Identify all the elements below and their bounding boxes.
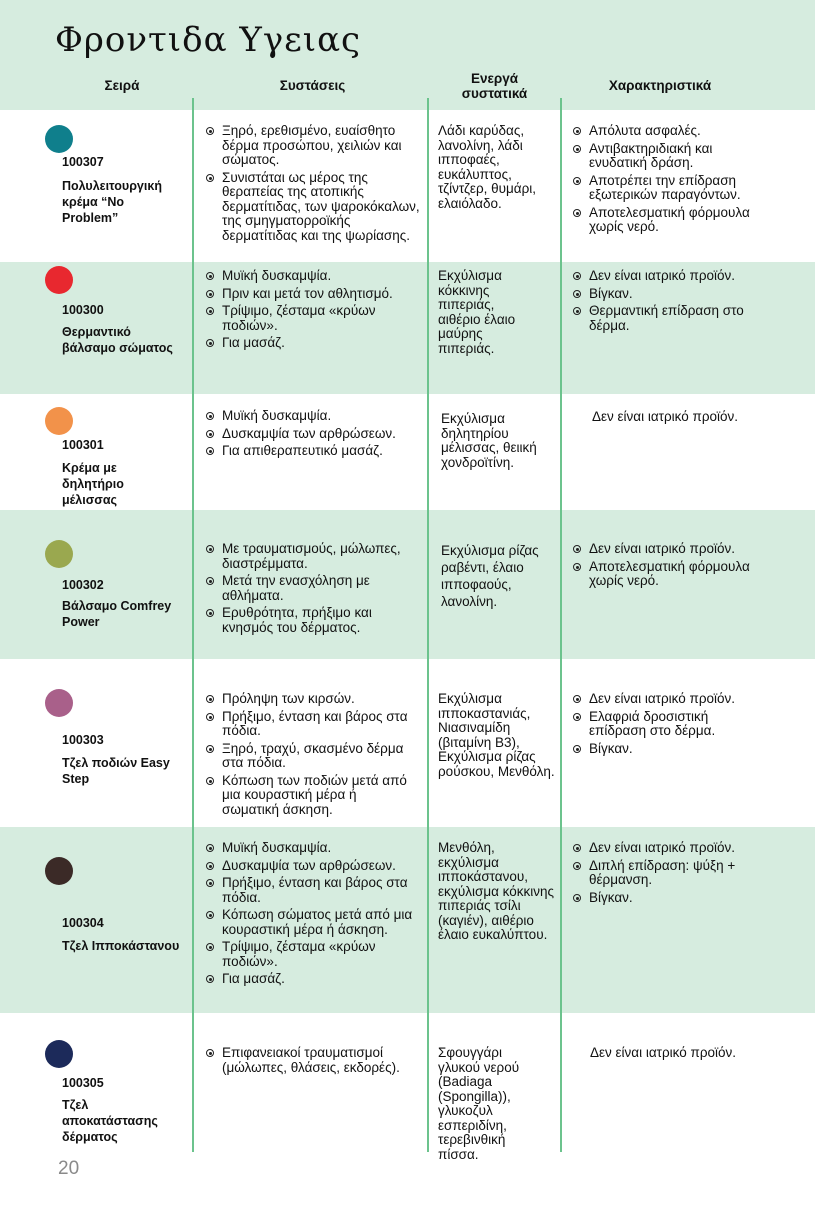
feature-item: Αντιβακτηριδιακή και ενυδατική δράση. [572,142,750,171]
recommendation-item: Κόπωση των ποδιών μετά από μια κουραστική μέρα ή σωματική άσκηση. [205,774,415,818]
feature-item: Απόλυτα ασφαλές. [572,124,750,139]
color-dot [45,540,73,568]
recommendation-item: Πρήξιμο, ένταση και βάρος στα πόδια. [205,876,415,905]
column-divider [427,98,429,1152]
feature-item: Βίγκαν. [572,742,750,757]
features-cell [572,692,750,759]
recommendation-item: Δυσκαμψία των αρθρώσεων. [205,427,423,442]
features-cell [572,269,750,336]
ingredients-cell: Εκχύλισμα δηλητηρίου μέλισσας, θειική χονδροϊτίνη. [441,411,537,470]
recommendation-item: Μυϊκή δυσκαμψία. [205,269,423,284]
product-code: 100303 [62,733,104,747]
recommendations-cell [205,692,415,820]
recommendations-cell [205,124,427,246]
color-dot [45,125,73,153]
color-dot [45,407,73,435]
recommendation-item: Τρίψιμο, ζέσταμα «κρύων ποδιών». [205,304,423,333]
product-code: 100300 [62,303,104,317]
product-code: 100304 [62,916,104,930]
page-number: 20 [58,1158,80,1179]
features-cell [572,841,750,908]
column-divider [192,98,194,1152]
feature-item: Αποτελεσματική φόρμουλα χωρίς νερό. [572,206,750,235]
feature-item: Αποτελεσματική φόρμουλα χωρίς νερό. [572,560,750,589]
feature-item: Θερμαντική επίδραση στο δέρμα. [572,304,750,333]
recommendation-item: Ξηρό, τραχύ, σκασμένο δέρμα στα πόδια. [205,742,415,771]
column-header-features: Χαρακτηριστικά [608,78,712,93]
feature-item: Αποτρέπει την επίδραση εξωτερικών παραγόντων. [572,174,750,203]
features-cell [572,124,750,238]
ingredients-cell: Εκχύλισμα ιπποκαστανιάς, Νιασιναμίδη (βιταμίνη B3), Εκχύλισμα ρίζας ρούσκου, Μενθόλη. [438,691,555,779]
product-code: 100301 [62,438,104,452]
ingredients-cell: Σφουγγάρι γλυκού νερού (Badiaga (Spongilla)), γλυκοζυλ εσπεριδίνη, τερεβινθική πίσσα. [438,1045,520,1162]
recommendations-cell [205,542,415,638]
recommendation-item: Κόπωση σώματος μετά από μια κουραστική μέρα ή άσκηση. [205,908,415,937]
product-name: Θερμαντικό βάλσαμο σώματος [62,325,173,355]
column-header-series: Σειρά [104,78,140,93]
recommendation-item: Συνιστάται ως μέρος της θεραπείας της ατοπικής δερματίτιδας, των ψαροκόκαλων, της σμηγματορροϊκής δερματίτιδας και της ψωρίασης. [205,171,427,244]
recommendation-item: Πρήξιμο, ένταση και βάρος στα πόδια. [205,710,415,739]
features-cell [572,542,750,592]
product-name: Τζελ Ιπποκάστανου [62,939,180,953]
feature-item: Δεν είναι ιατρικό προϊόν. [572,692,750,707]
recommendation-item: Ερυθρότητα, πρήξιμο και κνησμός του δέρματος. [205,606,415,635]
feature-item: Δεν είναι ιατρικό προϊόν. [572,269,750,284]
recommendations-cell [205,841,415,990]
product-name: Τζελ αποκατάστασης δέρματος [62,1098,158,1144]
product-code: 100302 [62,578,104,592]
page-title: Φροντιδα Υγειας [55,20,362,60]
column-header-recommendations: Συστάσεις [279,78,346,93]
product-name: Κρέμα με δηλητήριο μέλισσας [62,461,124,507]
color-dot [45,266,73,294]
product-name: Πολυλειτουργική κρέμα “No Problem” [62,179,162,225]
recommendation-item: Επιφανειακοί τραυματισμοί (μώλωπες, θλάσεις, εκδορές). [205,1046,423,1075]
column-header-ingredients: Ενεργά συστατικά [461,71,528,101]
ingredients-cell: Μενθόλη, εκχύλισμα ιπποκάστανου, εκχύλισμα κόκκινης πιπεριάς τσίλι (καγιέν), αιθέριο έλαιο ευκαλύπτου. [438,840,555,942]
recommendation-item: Ξηρό, ερεθισμένο, ευαίσθητο δέρμα προσώπου, χειλιών και σώματος. [205,124,427,168]
ingredients-cell: Εκχύλισμα ρίζας ραβέντι, έλαιο ιπποφαούς, λανολίνη. [441,543,539,609]
recommendations-cell [205,269,423,354]
product-name: Τζελ ποδιών Easy Step [62,756,170,786]
feature-item: Δεν είναι ιατρικό προϊόν. [572,542,750,557]
recommendations-cell [205,1046,423,1078]
color-dot [45,1040,73,1068]
feature-item: Δεν είναι ιατρικό προϊόν. [572,841,750,856]
product-name: Βάλσαμο Comfrey Power [62,599,172,629]
recommendation-item: Για μασάζ. [205,972,415,987]
recommendation-item: Για μασάζ. [205,336,423,351]
recommendation-item: Με τραυματισμούς, μώλωπες, διαστρέμματα. [205,542,415,571]
recommendation-item: Πρόληψη των κιρσών. [205,692,415,707]
ingredients-cell: Εκχύλισμα κόκκινης πιπεριάς, αιθέριο έλαιο μαύρης πιπεριάς. [438,268,516,356]
recommendation-item: Τρίψιμο, ζέσταμα «κρύων ποδιών». [205,940,415,969]
feature-item: Βίγκαν. [572,287,750,302]
recommendation-item: Μυϊκή δυσκαμψία. [205,841,415,856]
product-code: 100305 [62,1076,104,1090]
product-code: 100307 [62,155,104,169]
features-cell: Δεν είναι ιατρικό προϊόν. [592,409,739,424]
color-dot [45,857,73,885]
recommendations-cell [205,409,423,462]
feature-item: Διπλή επίδραση: ψύξη + θέρμανση. [572,859,750,888]
recommendation-item: Για απιθεραπευτικό μασάζ. [205,444,423,459]
feature-item: Ελαφριά δροσιστική επίδραση στο δέρμα. [572,710,750,739]
features-cell: Δεν είναι ιατρικό προϊόν. [590,1045,737,1060]
column-divider [560,98,562,1152]
recommendation-item: Δυσκαμψία των αρθρώσεων. [205,859,415,874]
feature-item: Βίγκαν. [572,891,750,906]
recommendation-item: Μετά την ενασχόληση με αθλήματα. [205,574,415,603]
color-dot [45,689,73,717]
recommendation-item: Μυϊκή δυσκαμψία. [205,409,423,424]
recommendation-item: Πριν και μετά τον αθλητισμό. [205,287,423,302]
ingredients-cell: Λάδι καρύδας, λανολίνη, λάδι ιπποφαές, ευκάλυπτος, τζίντζερ, θυμάρι, ελαιόλαδο. [438,123,537,211]
